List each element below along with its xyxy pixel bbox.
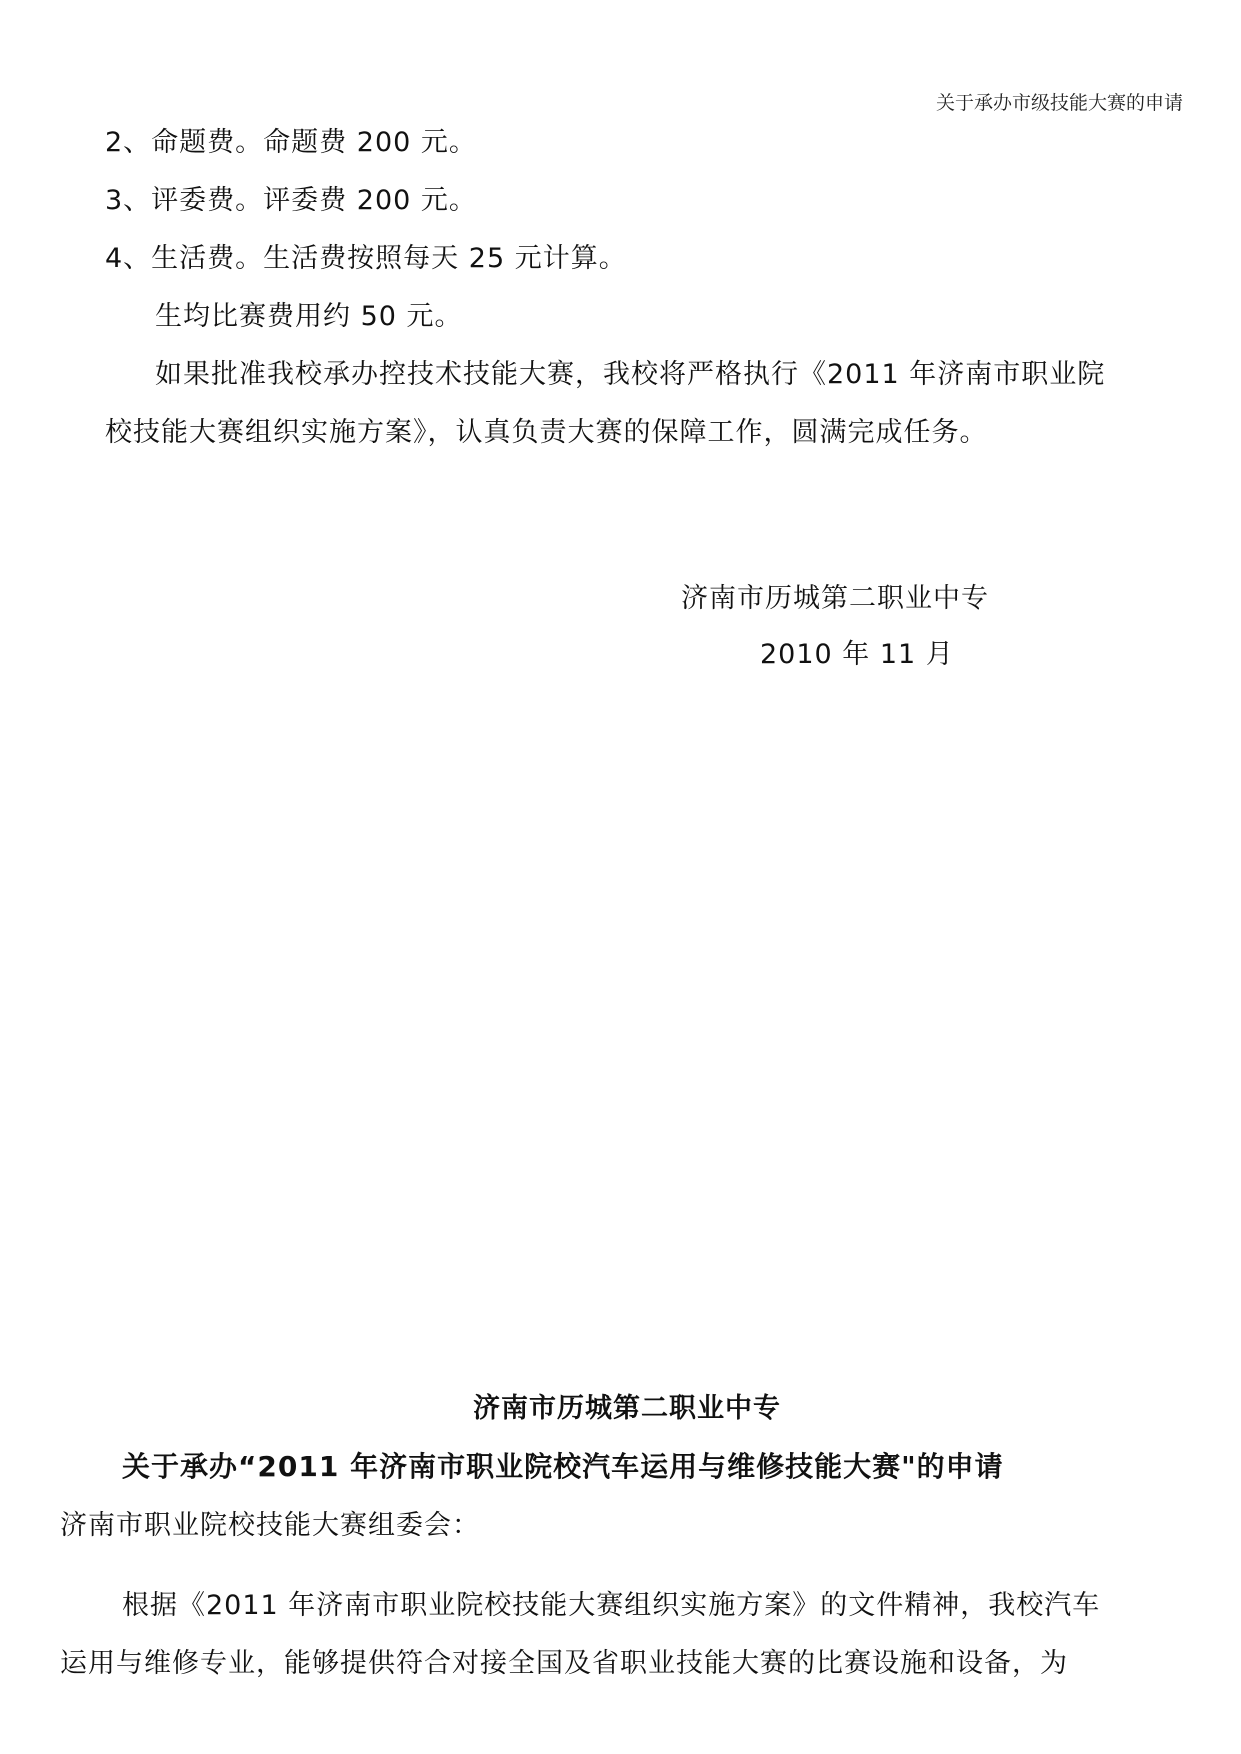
signature-date: 2010 年 11 月 [760,639,954,670]
recipient: 济南市职业院校技能大赛组委会： [60,1510,480,1541]
document-title: 关于承办“2011 年济南市职业院校汽车运用与维修技能大赛"的申请 [122,1450,1004,1483]
org-title: 济南市历城第二职业中专 [473,1393,781,1424]
signature-org: 济南市历城第二职业中专 [681,583,989,614]
fee-item-4: 4、生活费。生活费按照每天 25 元计算。 [105,243,627,274]
paragraph-line-2: 运用与维修专业，能够提供符合对接全国及省职业技能大赛的比赛设施和设备，为 [60,1648,1068,1679]
commitment-line-2: 校技能大赛组织实施方案》，认真负责大赛的保障工作，圆满完成任务。 [105,417,988,448]
fee-item-2: 2、命题费。命题费 200 元。 [105,127,477,158]
commitment-line-1: 如果批准我校承办控技术技能大赛，我校将严格执行《2011 年济南市职业院 [155,359,1106,390]
running-header: 关于承办市级技能大赛的申请 [935,92,1183,114]
per-student-cost: 生均比赛费用约 50 元。 [155,301,463,332]
fee-item-3: 3、评委费。评委费 200 元。 [105,185,477,216]
paragraph-line-1: 根据《2011 年济南市职业院校技能大赛组织实施方案》的文件精神，我校汽车 [122,1590,1101,1621]
